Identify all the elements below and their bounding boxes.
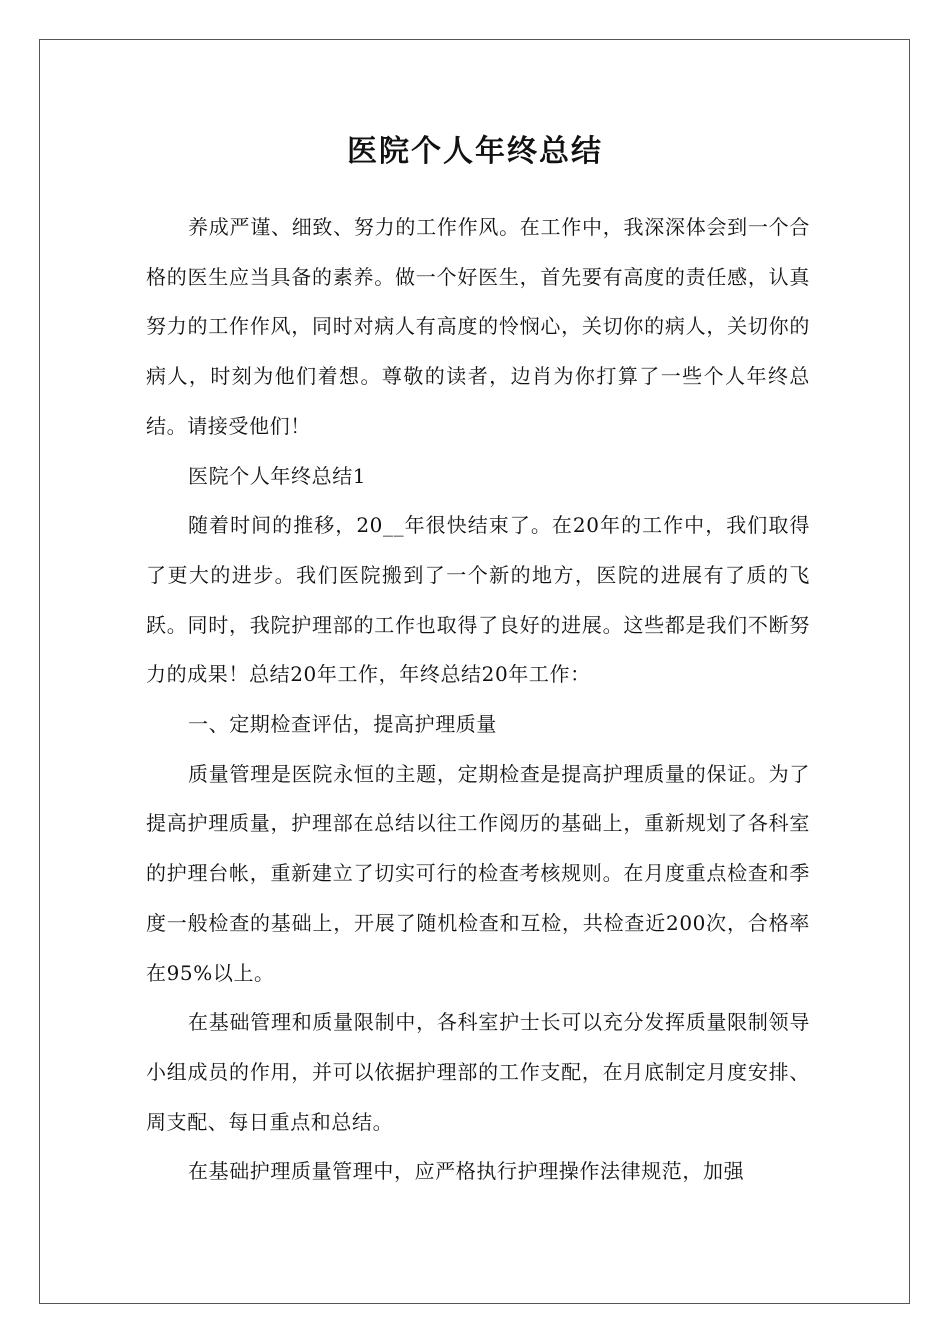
document-title: 医院个人年终总结 [347, 134, 603, 169]
intro-paragraph: 养成严谨、细致、努力的工作作风。在工作中，我深深体会到一个合格的医生应当具备的素养。做一个好医生，首先要有高度的责任感，认真努力的工作作风，同时对病人有高度的怜悯心，关切你的病人，关切你的病人，时刻为他们着想。尊敬的读者，边肖为你打算了一些个人年终总结。请接受他们！ [146, 215, 810, 438]
document-body [146, 203, 810, 1197]
section-heading-summary-1: 医院个人年终总结1 [188, 463, 367, 488]
paragraph-quality-management: 质量管理是医院永恒的主题，定期检查是提高护理质量的保证。为了提高护理质量，护理部在总结以往工作阅历的基础上，重新规划了各科室的护理台帐，重新建立了切实可行的检查考核规则。在月度重点检查和季度一般检查的基础上，开展了随机检查和互检，共检查近200次，合格率在95%以上。 [146, 761, 810, 985]
section-heading-quality-check: 一、定期检查评估，提高护理质量 [188, 712, 497, 737]
paragraph-basic-nursing: 在基础护理质量管理中，应严格执行护理操作法律规范，加强 [188, 1159, 745, 1184]
paragraph-basic-management: 在基础管理和质量限制中，各科室护士长可以充分发挥质量限制领导小组成员的作用，并可以依据护理部的工作支配，在月底制定月度安排、周支配、每日重点和总结。 [146, 1010, 810, 1134]
paragraph-year-review: 随着时间的推移，20__年很快结束了。在20年的工作中，我们取得了更大的进步。我们医院搬到了一个新的地方，医院的进展有了质的飞跃。同时，我院护理部的工作也取得了良好的进展。这些都是我们不断努力的成果！总结20年工作，年终总结20年工作： [146, 513, 810, 687]
